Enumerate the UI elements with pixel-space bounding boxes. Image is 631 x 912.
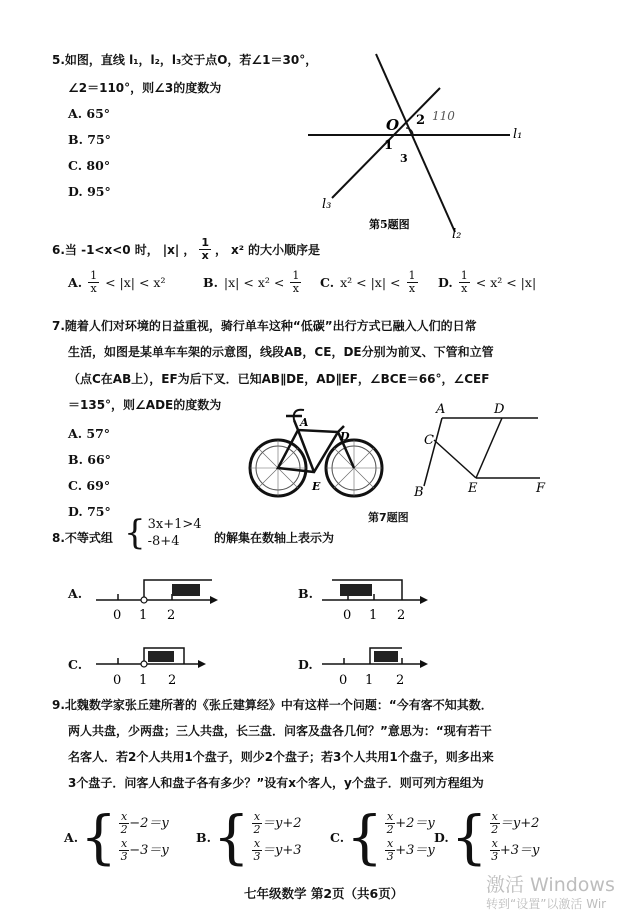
label-angle-1: 1	[384, 138, 394, 153]
q9-stem-line1: 9.北魏数学家张丘建所著的《张丘建算经》中有这样一个问题：“今有客不知其数．	[52, 698, 493, 712]
q9-stem-line2: 两人共盘，少两盘；三人共盘，长三盘．问客及盘各几何？”意思为：“现有若干	[68, 724, 492, 738]
q9-option-a: A. { $\frac{x}{2}$ −2＝y $\frac{x}{3}$ −3＝y	[64, 803, 169, 871]
q6-option-c: C. x² < |x| < $\frac{1}{x}$	[320, 269, 416, 295]
label-110: 110	[432, 109, 455, 123]
q8-option-c-label: C.	[68, 657, 83, 672]
svg-text:1: 1	[139, 673, 148, 688]
frame-label-c: C	[424, 433, 434, 448]
label-angle-2: 2	[416, 113, 426, 128]
q5-option-c: C. 80°	[68, 158, 111, 173]
label-l2: l₂	[452, 227, 462, 242]
q7-stem-line3: （点C在AB上），EF为后下叉．已知AB∥DE，AD∥EF，∠BCE＝66°，∠CEF	[68, 372, 490, 386]
svg-text:0: 0	[343, 608, 352, 623]
q8-option-b-label: B.	[298, 586, 313, 601]
frame-label-d: D	[494, 402, 505, 417]
q7-option-a: A. 57°	[68, 426, 111, 441]
label-o: O	[386, 116, 400, 134]
q5-option-b: B. 75°	[68, 132, 111, 147]
q9-option-d: D. { $\frac{x}{2}$ ＝y+2 $\frac{x}{3}$ +3＝y	[434, 803, 540, 871]
svg-text:1: 1	[369, 608, 378, 623]
q8-stem-post: 的解集在数轴上表示为	[214, 531, 335, 545]
activation-watermark-title: 激活 Windows	[486, 874, 615, 896]
label-angle-3: 3	[400, 152, 408, 165]
q8-stem-pre: 8.不等式组	[52, 531, 113, 545]
q8-ineq-2: -8+4	[147, 534, 180, 549]
bike-label-e: E	[312, 480, 321, 493]
q6-stem-pre: 6.当 -1<x<0 时，	[52, 242, 159, 257]
q8-system: { 3x+1>4 -8+4	[124, 513, 202, 553]
q6-term-abs: |x|	[162, 242, 180, 257]
svg-text:2: 2	[396, 673, 405, 688]
q9-option-c: C. { $\frac{x}{2}$ +2＝y $\frac{x}{3}$ +3＝y	[330, 803, 435, 871]
q9-stem-line3: 名客人．若2个人共用1个盘子，则少2个盘子；若3个人共用1个盘子，则多出来	[68, 750, 494, 764]
activation-watermark-hint: 转到“设置”以激活 Wir	[486, 897, 607, 911]
q7-frame-diagram	[410, 398, 560, 502]
svg-text:2: 2	[397, 608, 406, 623]
frame-label-f: F	[536, 481, 546, 496]
label-l1: l₁	[513, 127, 523, 142]
q9-option-b: B. { $\frac{x}{2}$ ＝y+2 $\frac{x}{3}$ ＝y+3	[196, 803, 302, 871]
frame-label-a: A	[436, 402, 446, 417]
q6-option-b: B. |x| < x² < $\frac{1}{x}$	[203, 269, 300, 295]
q6-term-frac: $\frac{1}{x}$	[201, 236, 209, 262]
svg-text:1: 1	[139, 608, 148, 623]
q6-term-sq: x²	[231, 242, 244, 257]
q5-caption: 第5题图	[369, 218, 410, 231]
q8-option-d-label: D.	[298, 657, 313, 672]
q9-stem-line4: 3个盘子．问客人和盘子各有多少？”设有x个客人，y个盘子．则可列方程组为	[68, 776, 484, 790]
frame-label-b: B	[414, 485, 424, 500]
q5-stem-line2: ∠2＝110°，则∠3的度数为	[68, 81, 222, 95]
svg-text:2: 2	[168, 673, 177, 688]
label-l3: l₃	[322, 197, 332, 212]
q7-option-b: B. 66°	[68, 452, 111, 467]
q8-option-a-label: A.	[68, 586, 83, 601]
svg-text:0: 0	[113, 673, 122, 688]
q8-ineq-1: 3x+1>4	[147, 517, 202, 532]
q5-stem-line1: 5.如图，直线 l₁，l₂，l₃交于点O，若∠1＝30°，	[52, 53, 318, 67]
q7-option-c: C. 69°	[68, 478, 111, 493]
q8-number-line-b	[318, 574, 433, 624]
svg-text:0: 0	[113, 608, 122, 623]
q7-stem-line2: 生活，如图是某单车车架的示意图，线段AB，CE，DE分别为前叉、下管和立管	[68, 345, 494, 359]
q8-number-line-d	[318, 644, 433, 692]
q5-figure	[300, 48, 540, 243]
q8-number-line-a	[92, 574, 222, 624]
q5-option-a: A. 65°	[68, 106, 111, 121]
q6-option-a: A. $\frac{1}{x}$ < |x| < x²	[68, 269, 166, 295]
frame-label-e: E	[468, 481, 478, 496]
q6-stem-post: 的大小顺序是	[248, 242, 321, 257]
svg-text:2: 2	[167, 608, 176, 623]
q7-caption: 第7题图	[368, 511, 409, 524]
bike-label-d: D	[340, 430, 350, 443]
q8-number-line-c	[92, 644, 212, 692]
svg-text:1: 1	[365, 673, 374, 688]
q6-option-d: D. $\frac{1}{x}$ < x² < |x|	[438, 269, 537, 295]
page-footer: 七年级数学 第2页（共6页）	[244, 886, 404, 901]
svg-text:0: 0	[339, 673, 348, 688]
q7-stem-line1: 7.随着人们对环境的日益重视，骑行单车这种“低碳”出行方式已融入人们的日常	[52, 319, 477, 333]
q6-stem: 6.当 -1<x<0 时， |x| ， $\frac{1}{x}$ ， x² 的大小顺序是	[52, 236, 321, 262]
bike-label-a: A	[300, 416, 309, 429]
q7-stem-line4: ＝135°，则∠ADE的度数为	[68, 398, 222, 412]
q7-option-d: D. 75°	[68, 504, 111, 519]
q5-option-d: D. 95°	[68, 184, 111, 199]
bicycle-image	[246, 402, 388, 500]
